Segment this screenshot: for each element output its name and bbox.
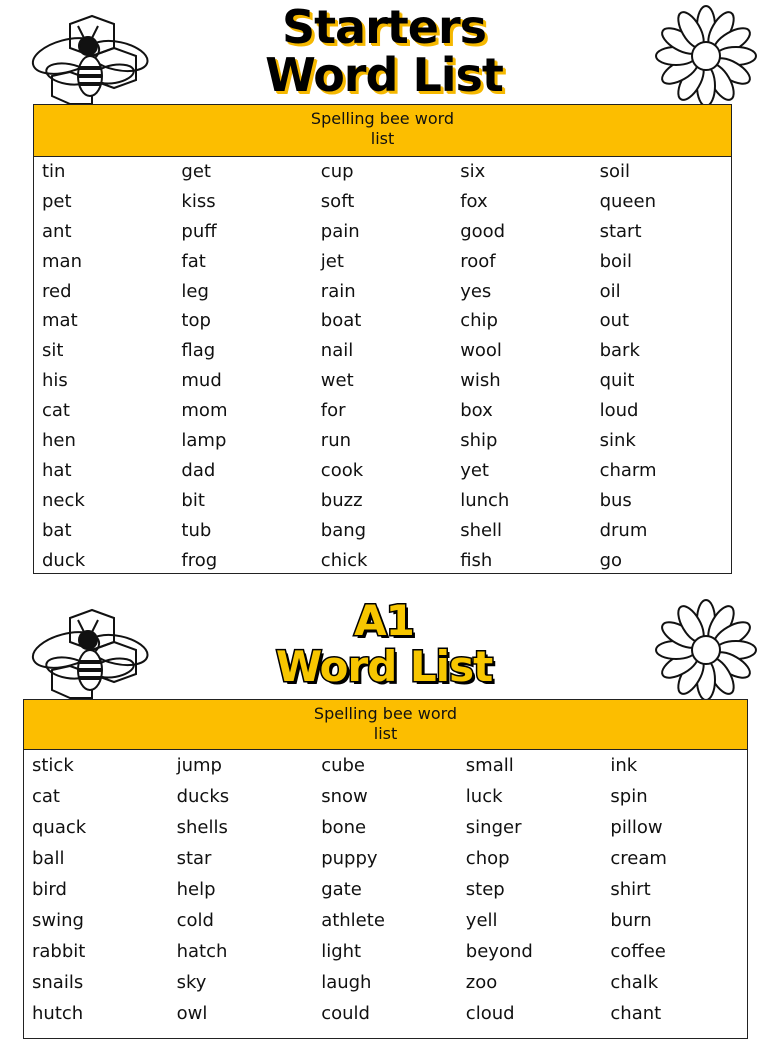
word-cell: chalk [610, 972, 659, 993]
word-cell: cold [176, 910, 214, 931]
word-cell: hutch [32, 1003, 84, 1024]
word-cell: zoo [465, 972, 498, 993]
word-cell: hen [42, 430, 76, 452]
word-cell: light [321, 941, 362, 962]
word-cell: tub [181, 519, 212, 541]
word-cell: small [465, 755, 514, 776]
word-cell: athlete [321, 910, 385, 931]
word-cell: run [320, 430, 352, 452]
flower-icon [654, 598, 758, 702]
word-cell: roof [460, 250, 496, 272]
word-cell: nail [320, 340, 354, 362]
word-cell: lamp [181, 430, 227, 452]
a1-word-grid [24, 750, 747, 1029]
word-cell: tin [42, 161, 66, 182]
word-cell: yell [465, 910, 498, 931]
word-cell: loud [599, 400, 639, 422]
word-cell: soft [320, 190, 355, 212]
word-cell: get [181, 161, 211, 182]
word-cell: coffee [610, 941, 666, 962]
a1-word-table [23, 699, 748, 1039]
word-cell: frog [181, 549, 218, 571]
a1-table-header: Spelling bee word list [24, 700, 747, 750]
word-cell: good [460, 220, 506, 242]
word-cell: chant [610, 1003, 662, 1024]
word-cell: cream [610, 848, 667, 869]
a1-section [0, 590, 768, 1024]
word-cell: shells [176, 817, 228, 838]
word-cell: sky [176, 972, 207, 993]
word-cell: beyond [465, 941, 533, 962]
word-cell: cat [42, 400, 70, 422]
word-cell: soil [599, 161, 630, 182]
word-cell: hatch [176, 941, 228, 962]
word-cell: pain [320, 220, 360, 242]
word-cell: lunch [460, 489, 510, 511]
word-cell: mud [181, 370, 222, 392]
word-cell: snow [321, 786, 368, 807]
word-cell: bit [181, 489, 205, 511]
word-cell: ink [610, 755, 638, 776]
word-cell: oil [599, 280, 621, 302]
word-cell: bird [32, 879, 67, 900]
word-cell: bus [599, 489, 632, 511]
starters-word-grid [34, 157, 731, 575]
word-cell: puppy [321, 848, 378, 869]
word-cell: fox [460, 190, 488, 212]
word-cell: chick [320, 549, 368, 571]
word-cell: six [460, 161, 486, 182]
word-cell: swing [32, 910, 84, 931]
word-cell: cloud [465, 1003, 515, 1024]
word-cell: drum [599, 519, 648, 541]
word-cell: wet [320, 370, 354, 392]
word-cell: burn [610, 910, 652, 931]
word-cell: spin [610, 786, 648, 807]
word-cell: boat [320, 310, 362, 332]
bee-icon [30, 12, 150, 107]
word-cell: help [176, 879, 216, 900]
word-cell: chop [465, 848, 510, 869]
word-cell: start [599, 220, 642, 242]
word-cell: quit [599, 370, 635, 392]
word-cell: cook [320, 459, 364, 481]
word-cell: kiss [181, 190, 216, 212]
word-cell: sink [599, 430, 636, 452]
word-cell: wool [460, 340, 502, 362]
starters-title-line2: Word List [265, 48, 503, 102]
word-cell: cat [32, 786, 60, 807]
word-cell: shirt [610, 879, 651, 900]
word-cell: ball [32, 848, 65, 869]
word-cell: shell [460, 519, 503, 541]
word-cell: sit [42, 340, 64, 362]
word-cell: dad [181, 459, 216, 481]
starters-word-table [33, 104, 732, 574]
word-cell: ducks [176, 786, 230, 807]
word-cell: yes [460, 280, 492, 302]
word-cell: boil [599, 250, 633, 272]
word-cell: top [181, 310, 211, 332]
word-cell: charm [599, 459, 657, 481]
word-cell: singer [465, 817, 522, 838]
word-cell: star [176, 848, 212, 869]
word-cell: rabbit [32, 941, 86, 962]
word-cell: bone [321, 817, 367, 838]
word-cell: pillow [610, 817, 663, 838]
word-cell: flag [181, 340, 216, 362]
word-cell: could [321, 1003, 370, 1024]
word-cell: chip [460, 310, 498, 332]
word-cell: jump [176, 755, 222, 776]
word-cell: laugh [321, 972, 372, 993]
word-cell: neck [42, 489, 85, 511]
word-cell: fish [460, 549, 493, 571]
starters-title-line1: Starters [281, 0, 487, 54]
word-cell: cube [321, 755, 365, 776]
word-cell: snails [32, 972, 84, 993]
word-cell: fat [181, 250, 206, 272]
word-cell: box [460, 400, 493, 422]
word-cell: step [465, 879, 505, 900]
word-cell: out [599, 310, 630, 332]
word-cell: yet [460, 459, 489, 481]
flower-icon [654, 4, 758, 108]
word-cell: mat [42, 310, 78, 332]
word-cell: bat [42, 519, 72, 541]
word-cell: jet [320, 250, 344, 272]
word-cell: luck [465, 786, 503, 807]
starters-table-header: Spelling bee word list [34, 105, 731, 157]
word-cell: man [42, 250, 82, 272]
bee-icon [30, 606, 150, 701]
word-cell: red [42, 280, 72, 302]
word-cell: his [42, 370, 68, 392]
word-cell: for [320, 400, 346, 422]
word-cell: mom [181, 400, 228, 422]
word-cell: stick [32, 755, 74, 776]
word-cell: ship [460, 430, 498, 452]
word-cell: hat [42, 459, 72, 481]
a1-title-line1: A1 [354, 596, 414, 645]
word-cell: gate [321, 879, 362, 900]
word-cell: rain [320, 280, 356, 302]
word-cell: leg [181, 280, 209, 302]
word-cell: duck [42, 549, 86, 571]
word-cell: buzz [320, 489, 363, 511]
word-cell: bang [320, 519, 367, 541]
word-cell: pet [42, 190, 72, 212]
a1-title-line2: Word List [275, 642, 493, 691]
word-cell: ant [42, 220, 72, 242]
word-cell: go [599, 549, 623, 571]
word-cell: quack [32, 817, 87, 838]
word-cell: wish [460, 370, 501, 392]
word-cell: puff [181, 220, 217, 242]
word-cell: owl [176, 1003, 208, 1024]
word-cell: queen [599, 190, 656, 212]
word-cell: cup [320, 161, 354, 182]
word-cell: bark [599, 340, 640, 362]
